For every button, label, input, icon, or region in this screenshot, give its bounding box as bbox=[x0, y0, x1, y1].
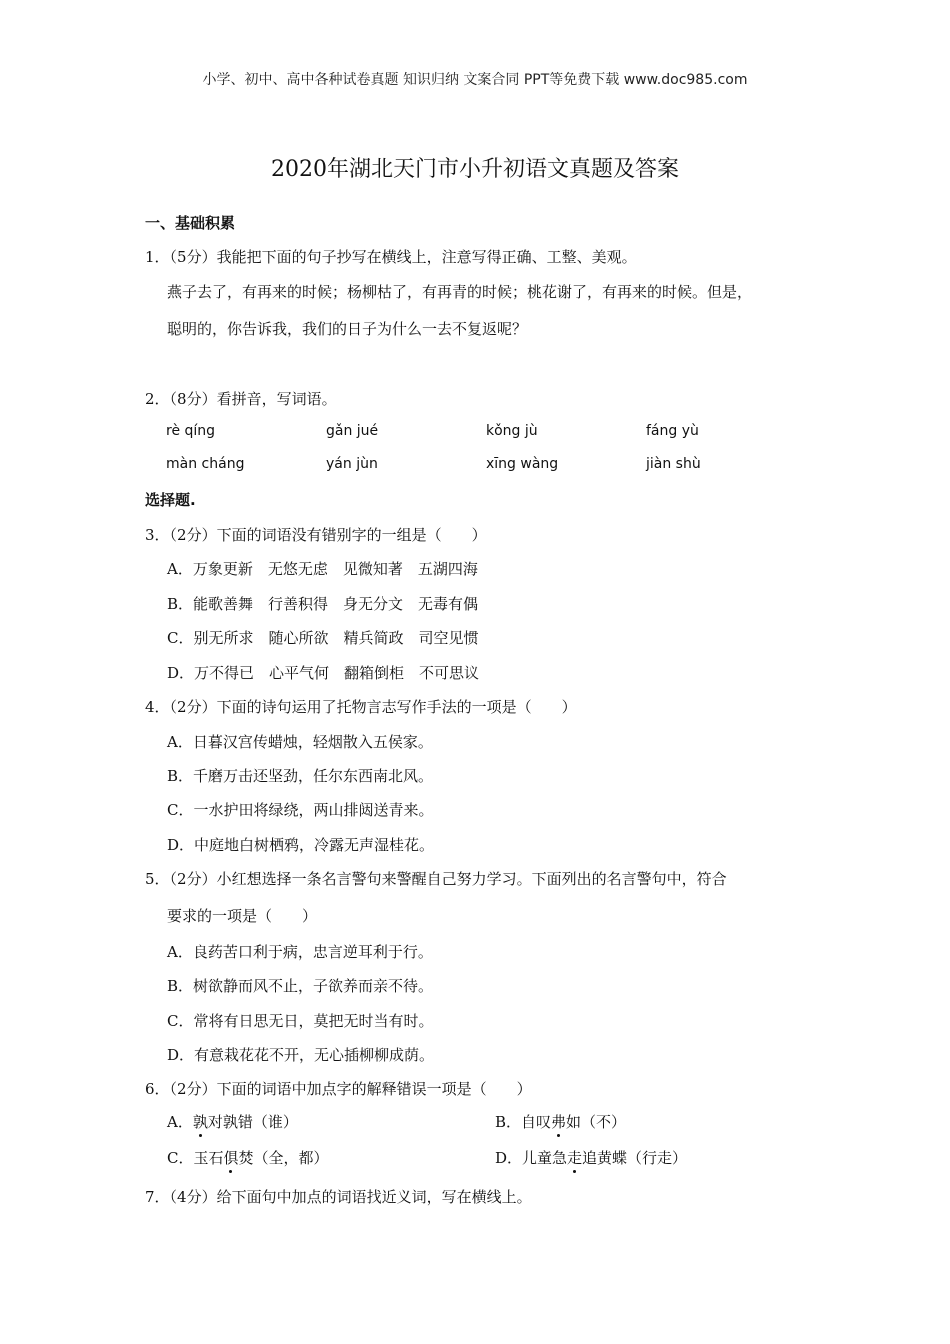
question-1-passage-line-2: 聪明的，你告诉我，我们的日子为什么一去不复返呢？ bbox=[167, 320, 528, 338]
section-heading-basics: 一、基础积累 bbox=[145, 214, 236, 232]
page-header: 小学、初中、高中各种试卷真题 知识归纳 文案合同 PPT等免费下载 www.doc985.com bbox=[202, 72, 748, 88]
question-4-option: C．一水护田将绿绕，两山排闼送青来。 bbox=[167, 801, 434, 819]
question-5-stem-line-1: 5．（2分）小红想选择一条名言警句来警醒自己努力学习。下面列出的名言警句中，符合 bbox=[145, 870, 727, 888]
question-4-stem: 4．（2分）下面的诗句运用了托物言志写作手法的一项是（ ） bbox=[145, 698, 577, 716]
question-3-stem: 3．（2分）下面的词语没有错别字的一组是（ ） bbox=[145, 526, 487, 544]
pinyin-item: fáng yù bbox=[646, 423, 699, 439]
question-5-option: B．树欲静而风不止，子欲养而亲不待。 bbox=[167, 977, 434, 995]
question-3-option: B．能歌善舞 行善积得 身无分文 无毒有偶 bbox=[167, 595, 479, 613]
pinyin-item: rè qíng bbox=[166, 423, 216, 439]
question-5-option: D．有意栽花花不开，无心插柳柳成荫。 bbox=[167, 1046, 435, 1064]
question-4-option: B．千磨万击还坚劲，任尔东西南北风。 bbox=[167, 767, 434, 785]
option-text: 对孰错（谁） bbox=[207, 1113, 298, 1131]
question-6-option-c bbox=[167, 1147, 329, 1168]
question-6-stem: 6．（2分）下面的词语中加点字的解释错误一项是（ ） bbox=[145, 1080, 532, 1098]
question-5-option: A．良药苦口利于病，忠言逆耳利于行。 bbox=[167, 943, 433, 961]
pinyin-item: màn cháng bbox=[166, 456, 245, 472]
question-6-option-d bbox=[495, 1147, 687, 1168]
option-text: 如（不） bbox=[566, 1113, 627, 1131]
page-title: 2020年湖北天门市小升初语文真题及答案 bbox=[271, 157, 679, 182]
option-text: A． bbox=[167, 1113, 193, 1131]
dotted-char: 弗 bbox=[551, 1113, 567, 1131]
question-1-stem: 1．（5分）我能把下面的句子抄写在横线上，注意写得正确、工整、美观。 bbox=[145, 248, 637, 266]
question-5-stem-line-2: 要求的一项是（ ） bbox=[167, 907, 318, 925]
question-4-option: A．日暮汉宫传蜡烛，轻烟散入五侯家。 bbox=[167, 733, 433, 751]
pinyin-item: kǒng jù bbox=[486, 423, 538, 439]
question-6-option-b bbox=[495, 1111, 626, 1132]
question-5-option: C．常将有日思无日，莫把无时当有时。 bbox=[167, 1012, 434, 1030]
pinyin-item: xīng wàng bbox=[486, 456, 559, 472]
option-text: 焚（全，都） bbox=[238, 1149, 329, 1167]
question-2-stem: 2．（8分）看拼音，写词语。 bbox=[145, 390, 337, 408]
question-4-option: D．中庭地白树栖鸦，冷露无声湿桂花。 bbox=[167, 836, 435, 854]
question-1-passage-line-1: 燕子去了，有再来的时候；杨柳枯了，有再青的时候；桃花谢了，有再来的时候。但是， bbox=[167, 283, 753, 301]
section-heading-choice: 选择题. bbox=[145, 491, 196, 509]
pinyin-item: jiàn shù bbox=[646, 456, 701, 472]
question-6-option-a bbox=[167, 1111, 298, 1132]
question-3-option: A．万象更新 无悠无虑 见微知著 五湖四海 bbox=[167, 560, 478, 578]
option-text: 追黄蝶（行走） bbox=[582, 1149, 688, 1167]
pinyin-item: gǎn jué bbox=[326, 423, 379, 439]
option-text: D．儿童急 bbox=[495, 1149, 568, 1167]
dotted-char: 孰 bbox=[192, 1113, 208, 1131]
dotted-char: 俱 bbox=[223, 1149, 239, 1167]
dotted-char: 走 bbox=[567, 1149, 583, 1167]
option-text: C．玉石 bbox=[167, 1149, 224, 1167]
question-3-option: C．别无所求 随心所欲 精兵简政 司空见惯 bbox=[167, 629, 479, 647]
option-text: B．自叹 bbox=[495, 1113, 552, 1131]
question-7-stem: 7．（4分）给下面句中加点的词语找近义词，写在横线上。 bbox=[145, 1188, 532, 1206]
question-3-option: D．万不得已 心平气何 翻箱倒柜 不可思议 bbox=[167, 664, 480, 682]
pinyin-item: yán jùn bbox=[326, 456, 378, 472]
